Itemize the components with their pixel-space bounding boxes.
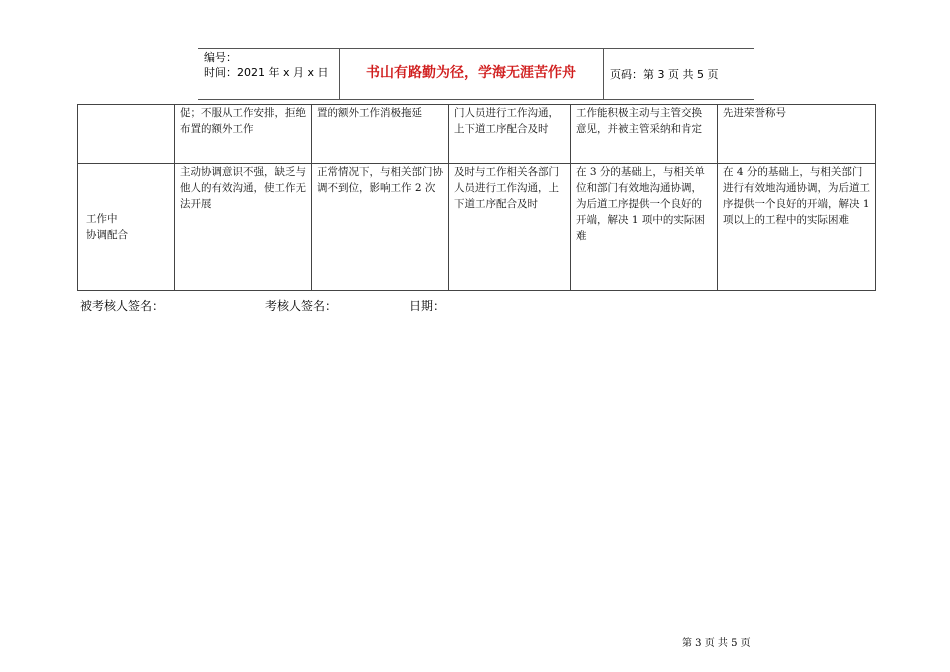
table-cell: 促；不服从工作安排，拒绝布置的额外工作 bbox=[175, 105, 312, 164]
table-cell: 主动协调意识不强，缺乏与他人的有效沟通，使工作无法开展 bbox=[175, 164, 312, 291]
document-number-label: 编号： bbox=[204, 51, 237, 64]
row-label-cell bbox=[78, 164, 175, 291]
row-label-cell bbox=[78, 105, 175, 164]
table-cell: 在 4 分的基础上，与相关部门进行有效地沟通协调，为后道工序提供一个良好的开端，解决 1 项以上的工程中的实际困难 bbox=[718, 164, 876, 291]
row-label-line: 协调配合 bbox=[86, 229, 128, 241]
header-page-info: 页码：第 3 页 共 5 页 bbox=[610, 68, 719, 81]
table-cell: 工作能积极主动与主管交换意见，并被主管采纳和肯定 bbox=[571, 105, 718, 164]
header-bottom-rule bbox=[198, 99, 754, 100]
assessor-signature-label: 考核人签名： bbox=[265, 299, 338, 313]
row-label-line: 工作中 bbox=[86, 213, 118, 225]
table-cell: 门人员进行工作沟通，上下道工序配合及时 bbox=[449, 105, 571, 164]
assessee-signature-label: 被考核人签名： bbox=[80, 299, 165, 313]
table-row bbox=[78, 105, 876, 164]
table-cell: 先进荣誉称号 bbox=[718, 105, 876, 164]
table-cell: 及时与工作相关各部门人员进行工作沟通，上下道工序配合及时 bbox=[449, 164, 571, 291]
header-motto: 书山有路勤为径，学海无涯苦作舟 bbox=[366, 65, 576, 81]
header-top-rule bbox=[198, 48, 754, 49]
table-row bbox=[78, 164, 876, 291]
footer-page-number: 第 3 页 共 5 页 bbox=[682, 638, 751, 649]
table-cell: 置的额外工作消极拖延 bbox=[312, 105, 449, 164]
header-divider-right bbox=[603, 48, 604, 99]
header-left-block bbox=[204, 50, 329, 80]
date-label: 日期： bbox=[409, 299, 446, 313]
document-time-label: 时间：2021 年 x 月 x 日 bbox=[204, 66, 329, 79]
assessment-table bbox=[77, 104, 876, 291]
table-cell: 正常情况下，与相关部门协调不到位，影响工作 2 次 bbox=[312, 164, 449, 291]
table-cell: 在 3 分的基础上，与相关单位和部门有效地沟通协调，为后道工序提供一个良好的开端，解决 1 项中的实际困难 bbox=[571, 164, 718, 291]
